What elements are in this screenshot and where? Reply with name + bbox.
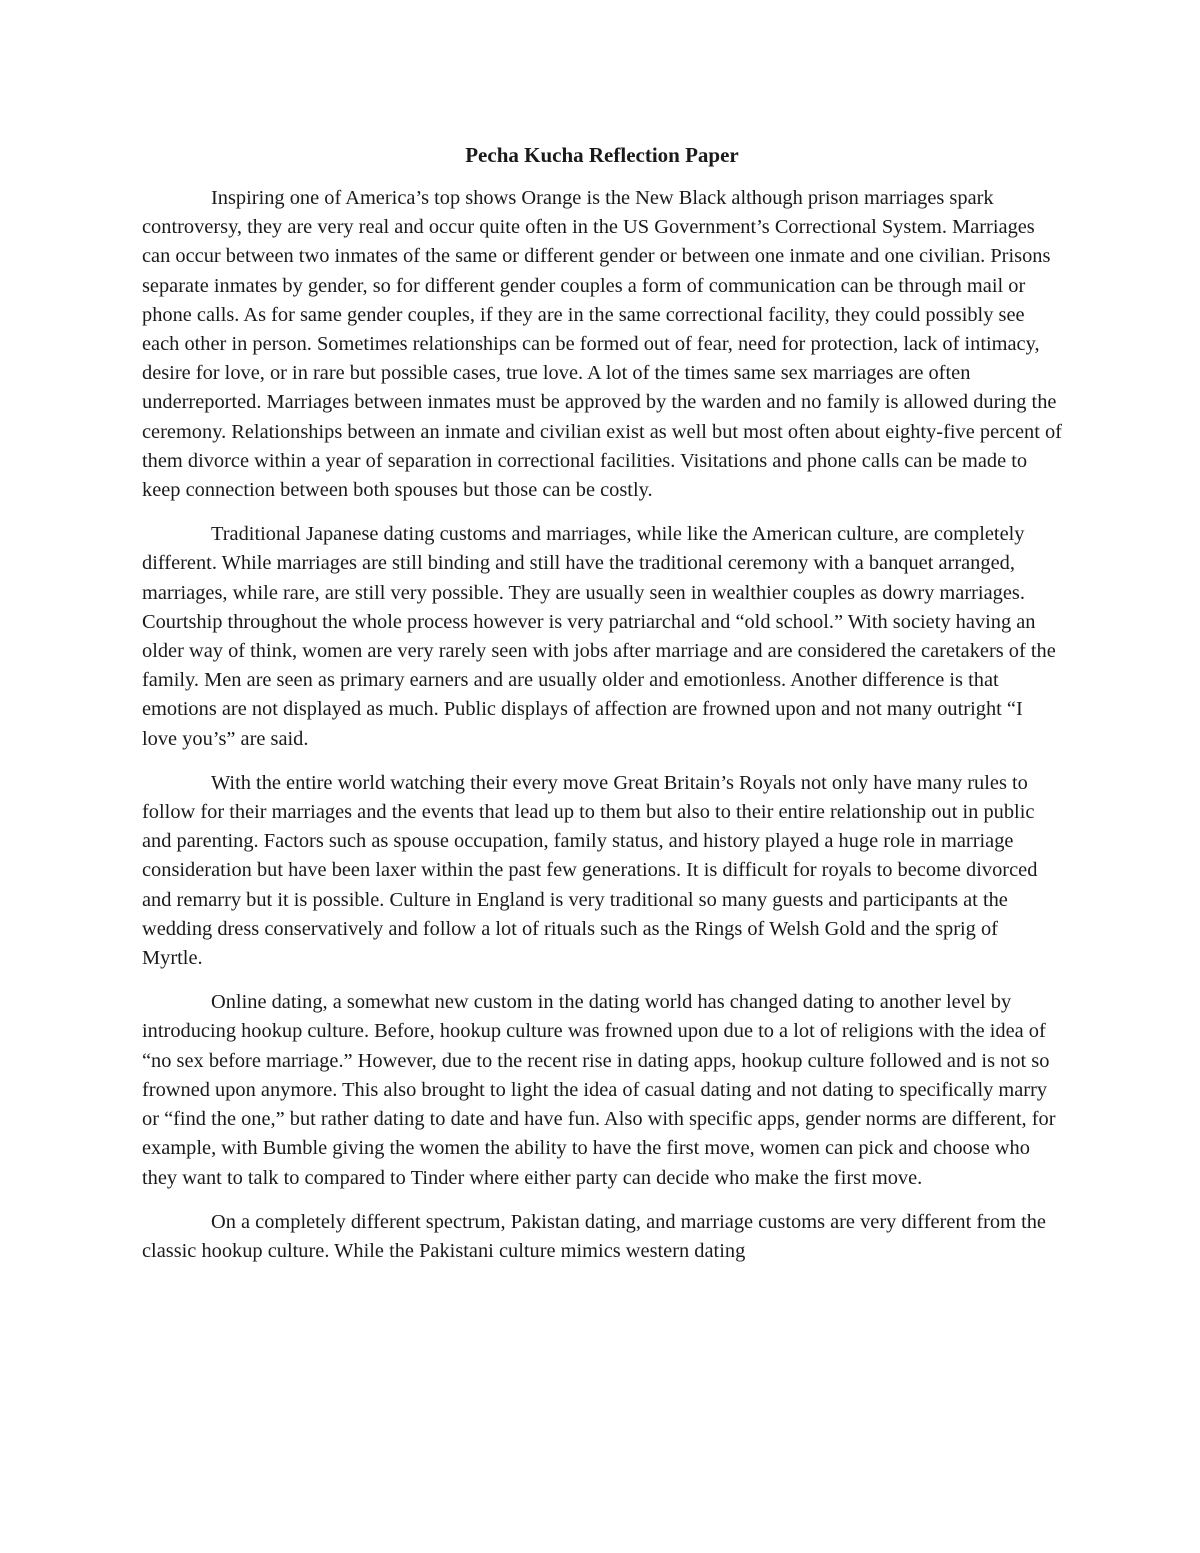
- paragraph-online-dating: Online dating, a somewhat new custom in the dating world has changed dating to another level by introducing hookup culture. Before, hookup culture was frowned upon due to a lot of religions with the idea of “no sex before marriage.” However, due to the recent rise in dating apps, hookup culture followed and is not so frowned upon anymore. This also brought to light the idea of casual dating and not dating to specifically marry or “find the one,” but rather dating to date and have fun. Also with specific apps, gender norms are different, for example, with Bumble giving the women the ability to have the first move, women can pick and choose who they want to talk to compared to Tinder where either party can decide who make the first move.: [142, 991, 1056, 1189]
- paragraph-pakistan-dating: On a completely different spectrum, Pakistan dating, and marriage customs are very different from the classic hookup culture. While the Pakistani culture mimics western dating: [142, 1210, 1046, 1262]
- paragraph-british-royals: With the entire world watching their every move Great Britain’s Royals not only have many rules to follow for their marriages and the events that lead up to them but also to their entire relationship out in public and parenting. Factors such as spouse occupation, family status, and history played a huge role in marriage consideration but have been laxer within the past few generations. It is difficult for royals to become divorced and remarry but it is possible. Culture in England is very traditional so many guests and participants at the wedding dress conservatively and follow a lot of rituals such as the Rings of Welsh Gold and the sprig of Myrtle.: [142, 771, 1038, 970]
- document-body: [142, 140, 1062, 1281]
- paper-title: Pecha Kucha Reflection Paper: [465, 143, 739, 167]
- paragraph-prison-marriages: Inspiring one of America’s top shows Orange is the New Black although prison marriages spark controversy, they are very real and occur quite often in the US Government’s Correctional System. Marriages can occur between two inmates of the same or different gender or between one inmate and one civilian. Prisons separate inmates by gender, so for different gender couples a form of communication can be through mail or phone calls. As for same gender couples, if they are in the same correctional facility, they could possibly see each other in person. Sometimes relationships can be formed out of fear, need for protection, lack of intimacy, desire for love, or in rare but possible cases, true love. A lot of the times same sex marriages are often underreported. Marriages between inmates must be approved by the warden and no family is allowed during the ceremony. Relationships between an inmate and civilian exist as well but most often about eighty-five percent of them divorce within a year of separation in correctional facilities. Visitations and phone calls can be made to keep connection between both spouses but those can be costly.: [142, 187, 1062, 502]
- paragraph-japanese-customs: Traditional Japanese dating customs and marriages, while like the American culture, are completely different. While marriages are still binding and still have the traditional ceremony with a banquet arranged, marriages, while rare, are still very possible. They are usually seen in wealthier couples as dowry marriages. Courtship throughout the whole process however is very patriarchal and “old school.” With society having an older way of think, women are very rarely seen with jobs after marriage and are considered the caretakers of the family. Men are seen as primary earners and are usually older and emotionless. Another difference is that emotions are not displayed as much. Public displays of affection are frowned upon and not many outright “I love you’s” are said.: [142, 523, 1056, 750]
